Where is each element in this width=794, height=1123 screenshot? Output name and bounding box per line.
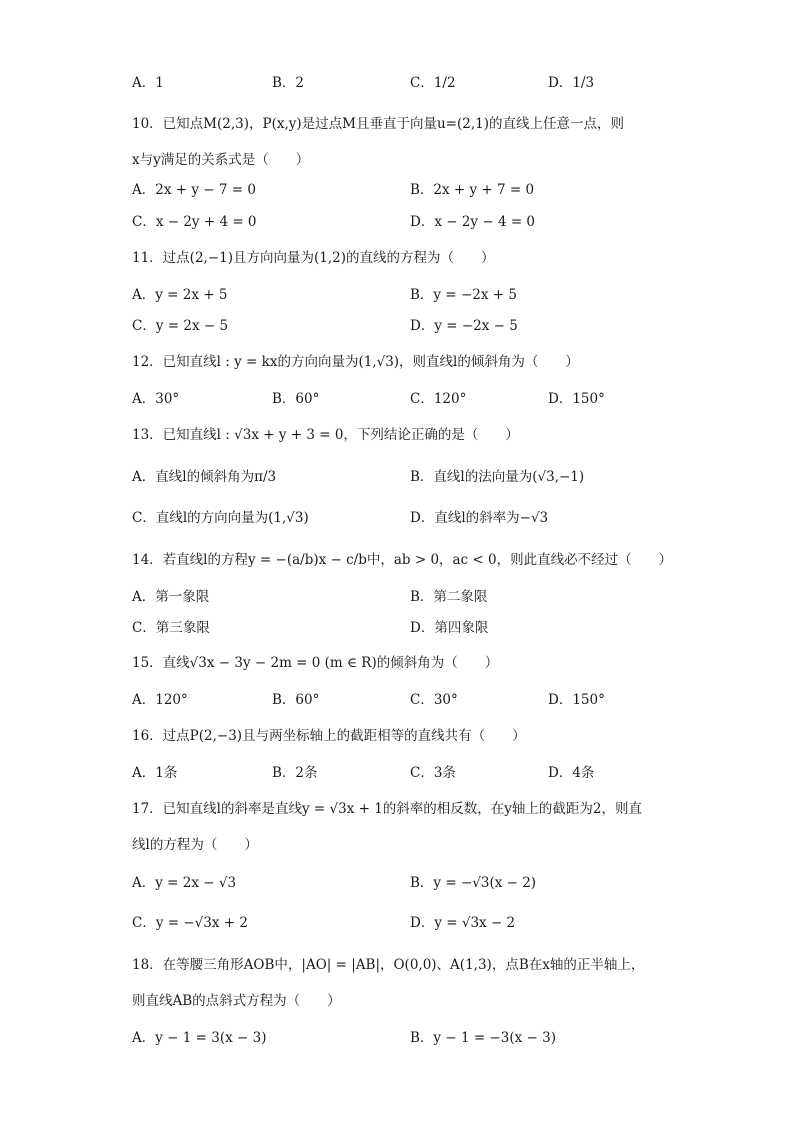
question-text: 13．已知直线l : √3x + y + 3 = 0，下列结论正确的是（ ） xyxy=(132,427,519,443)
answer-option: B．y = −√3(x − 2) xyxy=(410,875,537,891)
answer-option: D．第四象限 xyxy=(410,620,489,636)
answer-option: B．2条 xyxy=(272,765,318,781)
answer-option: C．直线l的方向向量为(1,√3) xyxy=(132,510,309,526)
answer-option: A．2x + y − 7 = 0 xyxy=(132,182,256,198)
answer-option: C．第三象限 xyxy=(132,620,210,636)
answer-option: C．y = 2x − 5 xyxy=(132,318,229,334)
question-text: 16．过点P(2,−3)且与两坐标轴上的截距相等的直线共有（ ） xyxy=(132,728,526,744)
answer-option: B．2x + y + 7 = 0 xyxy=(410,182,535,198)
answer-option: B．2 xyxy=(272,75,305,91)
answer-option: A．y = 2x + 5 xyxy=(132,287,228,303)
answer-option: B．60° xyxy=(272,692,320,708)
question-text: 10．已知点M(2,3)，P(x,y)是过点M且垂直于向量u=(2,1)的直线上任意一点，则 xyxy=(132,116,624,132)
answer-option: D．x − 2y − 4 = 0 xyxy=(410,214,536,230)
answer-option: D．y = √3x − 2 xyxy=(410,915,516,931)
answer-option: D．4条 xyxy=(548,765,595,781)
answer-option: B．60° xyxy=(272,391,320,407)
answer-option: D．150° xyxy=(548,692,605,708)
answer-option: A．1条 xyxy=(132,765,178,781)
answer-option: A．1 xyxy=(132,75,164,91)
answer-option: D．150° xyxy=(548,391,605,407)
answer-option: B．直线l的法向量为(√3,−1) xyxy=(410,469,585,485)
answer-option: B．y − 1 = −3(x − 3) xyxy=(410,1030,556,1046)
answer-option: A．直线l的倾斜角为π/3 xyxy=(132,469,277,485)
answer-option: C．1/2 xyxy=(410,75,456,91)
answer-option: A．第一象限 xyxy=(132,589,210,605)
answer-option: C．y = −√3x + 2 xyxy=(132,915,248,931)
answer-option: C．x − 2y + 4 = 0 xyxy=(132,214,257,230)
answer-option: C．30° xyxy=(410,692,458,708)
question-text: 线l的方程为（ ） xyxy=(132,837,258,853)
question-text: 12．已知直线l : y = kx的方向向量为(1,√3)，则直线l的倾斜角为（ ） xyxy=(132,354,579,370)
question-text: 17．已知直线l的斜率是直线y = √3x + 1的斜率的相反数，在y轴上的截距为2，则直 xyxy=(132,801,643,817)
answer-option: A．y − 1 = 3(x − 3) xyxy=(132,1030,267,1046)
answer-option: D．1/3 xyxy=(548,75,595,91)
question-text: x与y满足的关系式是（ ） xyxy=(132,152,310,168)
question-text: 14．若直线l的方程y = −(a/b)x − c/b中，ab > 0，ac < 0，则此直线必不经过（ ） xyxy=(132,552,673,568)
answer-option: C．3条 xyxy=(410,765,456,781)
answer-option: C．120° xyxy=(410,391,467,407)
question-text: 则直线AB的点斜式方程为（ ） xyxy=(132,993,341,1009)
question-text: 15．直线√3x − 3y − 2m = 0 (m ∈ R)的倾斜角为（ ） xyxy=(132,655,499,671)
answer-option: B．y = −2x + 5 xyxy=(410,287,517,303)
answer-option: D．y = −2x − 5 xyxy=(410,318,518,334)
answer-option: A．30° xyxy=(132,391,180,407)
answer-option: B．第二象限 xyxy=(410,589,488,605)
question-text: 18．在等腰三角形AOB中，|AO| = |AB|，O(0,0)、A(1,3)，点B在x轴的正半轴上， xyxy=(132,957,645,973)
answer-option: A．120° xyxy=(132,692,188,708)
answer-option: D．直线l的斜率为−√3 xyxy=(410,510,549,526)
question-text: 11．过点(2,−1)且方向向量为(1,2)的直线的方程为（ ） xyxy=(132,250,495,266)
answer-option: A．y = 2x − √3 xyxy=(132,875,237,891)
